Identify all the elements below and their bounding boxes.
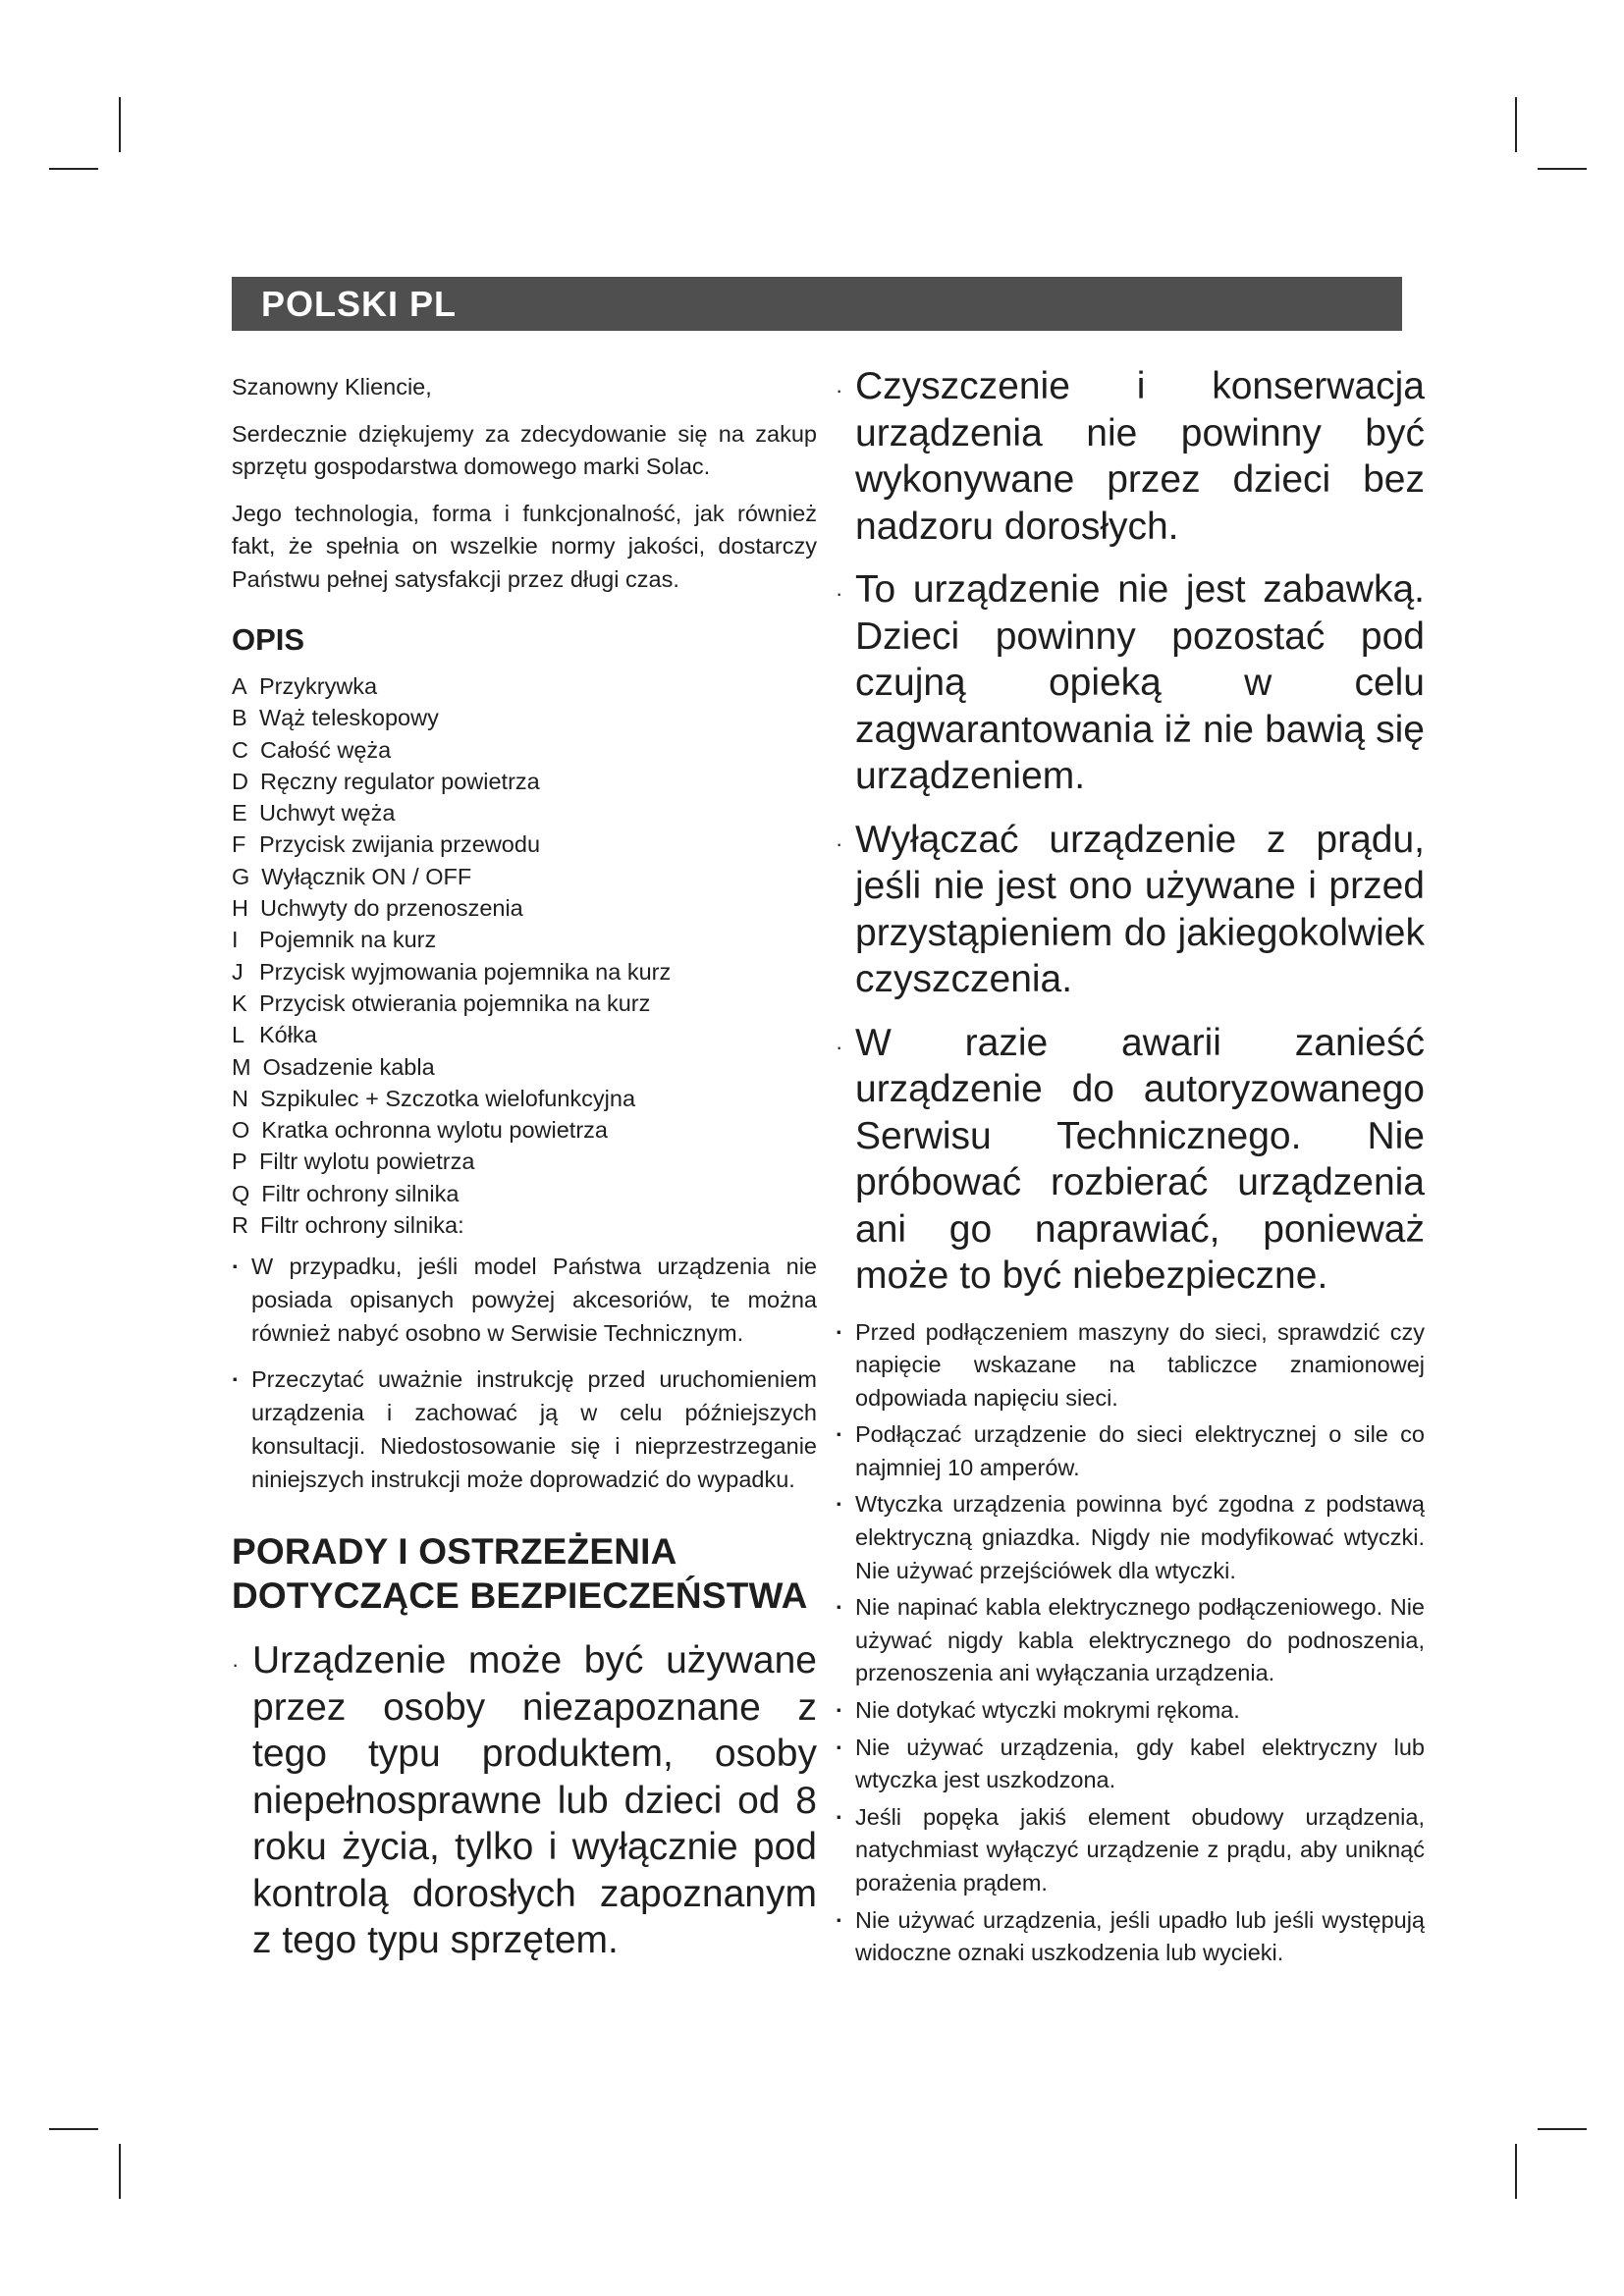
parts-list-item: M Osadzenie kabla — [232, 1053, 435, 1080]
safety-warning: · Podłączać urządzenie do sieci elektrycznej o sile co najmniej 10 amperów. — [836, 1418, 1425, 1484]
opis-note: · W przypadku, jeśli model Państwa urządzenia nie posiada opisanych powyżej akcesoriów, te można również nabyć osobno w Serwisie Technicznym. — [232, 1251, 817, 1350]
parts-list-item: N Szpikulec + Szczotka wielofunkcyjna — [232, 1085, 636, 1111]
crop-mark-bottom-right-horizontal — [1538, 2128, 1587, 2130]
crop-mark-bottom-left-horizontal — [49, 2128, 98, 2130]
parts-list-item: C Całość węża — [232, 736, 392, 763]
parts-list — [232, 670, 817, 1241]
parts-list-item: B Wąż teleskopowy — [232, 705, 439, 731]
opis-note: · Przeczytać uważnie instrukcję przed uruchomieniem urządzenia i zachować ją w celu późniejszych konsultacji. Niedostosowanie się i nieprzestrzeganie niniejszych instrukcji może doprowadzić do wypadku. — [232, 1363, 817, 1496]
parts-list-item: G Wyłącznik ON / OFF — [232, 863, 472, 889]
greeting: Szanowny Kliencie, — [232, 374, 432, 400]
parts-list-item: O Kratka ochronna wylotu powietrza — [232, 1117, 608, 1144]
safety-warning: · Nie używać urządzenia, gdy kabel elektryczny lub wtyczka jest uszkodzona. — [836, 1732, 1425, 1797]
crop-mark-top-left-horizontal — [49, 168, 98, 170]
safety-small-list — [836, 1316, 1425, 1970]
technology-paragraph: Jego technologia, forma i funkcjonalność, jak również fakt, że spełnia on wszelkie normy jakości, dostarczy Państwu pełnej satysfakcji przez długi czas. — [232, 500, 817, 592]
right-column — [836, 363, 1425, 1974]
parts-list-item: H Uchwyty do przenoszenia — [232, 895, 523, 922]
safety-warning: · Przed podłączeniem maszyny do sieci, sprawdzić czy napięcie wskazane na tabliczce znamionowej odpowiada napięciu sieci. — [836, 1316, 1425, 1415]
safety-warning-large: · To urządzenie nie jest zabawką. Dzieci powinny pozostać pod czujną opieką w celu zagwarantowania iż nie bawią się urządzeniem. — [836, 566, 1425, 800]
parts-list-item: R Filtr ochrony silnika: — [232, 1212, 464, 1239]
crop-mark-top-left-vertical — [119, 97, 121, 152]
crop-mark-top-right-horizontal — [1538, 168, 1587, 170]
crop-mark-bottom-right-vertical — [1515, 2144, 1517, 2199]
left-column — [232, 371, 817, 1982]
safety-warning: · Jeśli popęka jakiś element obudowy urządzenia, natychmiast wyłączyć urządzenie z prądu, aby uniknąć porażenia prądem. — [836, 1801, 1425, 1900]
safety-large-list-right — [836, 363, 1425, 1300]
safety-warning-large: · W razie awarii zanieść urządzenie do autoryzowanego Serwisu Technicznego. Nie próbować rozbierać urządzenia ani go naprawiać, ponieważ może to być niebezpieczne. — [836, 1020, 1425, 1300]
opis-notes — [232, 1251, 817, 1496]
language-header-title: POLSKI PL — [261, 284, 458, 324]
safety-warning-large: · Wyłączać urządzenie z prądu, jeśli nie jest ono używane i przed przystąpieniem do jakiegokolwiek czyszczenia. — [836, 817, 1425, 1003]
opis-title: OPIS — [232, 622, 305, 657]
safety-warning: · Nie dotykać wtyczki mokrymi rękoma. — [836, 1694, 1425, 1728]
safety-section-title: PORADY I OSTRZEŻENIA DOTYCZĄCE BEZPIECZEŃSTWA — [232, 1531, 808, 1617]
crop-mark-top-right-vertical — [1515, 97, 1517, 152]
parts-list-item: Q Filtr ochrony silnika — [232, 1180, 460, 1206]
safety-warning-large: · Czyszczenie i konserwacja urządzenia nie powinny być wykonywane przez dzieci bez nadzoru dorosłych. — [836, 363, 1425, 550]
safety-warning: · Nie napinać kabla elektrycznego podłączeniowego. Nie używać nigdy kabla elektrycznego do podnoszenia, przenoszenia ani wyłączania urządzenia. — [836, 1591, 1425, 1690]
parts-list-item: I Pojemnik na kurz — [232, 927, 437, 953]
parts-list-item: L Kółka — [232, 1022, 317, 1048]
parts-list-item: F Przycisk zwijania przewodu — [232, 831, 541, 858]
safety-warning: · Nie używać urządzenia, jeśli upadło lub jeśli występują widoczne oznaki uszkodzenia lub wycieki. — [836, 1904, 1425, 1970]
crop-mark-bottom-left-vertical — [119, 2144, 121, 2199]
language-header-banner — [232, 277, 1402, 331]
parts-list-item: E Uchwyt węża — [232, 800, 396, 827]
parts-list-item: D Ręczny regulator powietrza — [232, 768, 540, 794]
parts-list-item: P Filtr wylotu powietrza — [232, 1148, 475, 1175]
safety-warning: · Wtyczka urządzenia powinna być zgodna z podstawą elektryczną gniazdka. Nigdy nie modyfikować wtyczki. Nie używać przejściówek dla wtyczki. — [836, 1488, 1425, 1587]
parts-list-item: A Przykrywka — [232, 673, 378, 699]
safety-warning-large: · Urządzenie może być używane przez osoby niezapoznane z tego typu produktem, osoby niepełnosprawne lub dzieci od 8 roku życia, tylko i wyłącznie pod kontrolą dorosłych zapoznanym z tego typu sprzętem. — [232, 1637, 817, 1964]
safety-large-list-left — [232, 1637, 817, 1964]
parts-list-item: K Przycisk otwierania pojemnika na kurz — [232, 989, 651, 1016]
thanks-paragraph: Serdecznie dziękujemy za zdecydowanie się na zakup sprzętu gospodarstwa domowego marki Solac. — [232, 420, 817, 479]
parts-list-item: J Przycisk wyjmowania pojemnika na kurz — [232, 958, 672, 985]
